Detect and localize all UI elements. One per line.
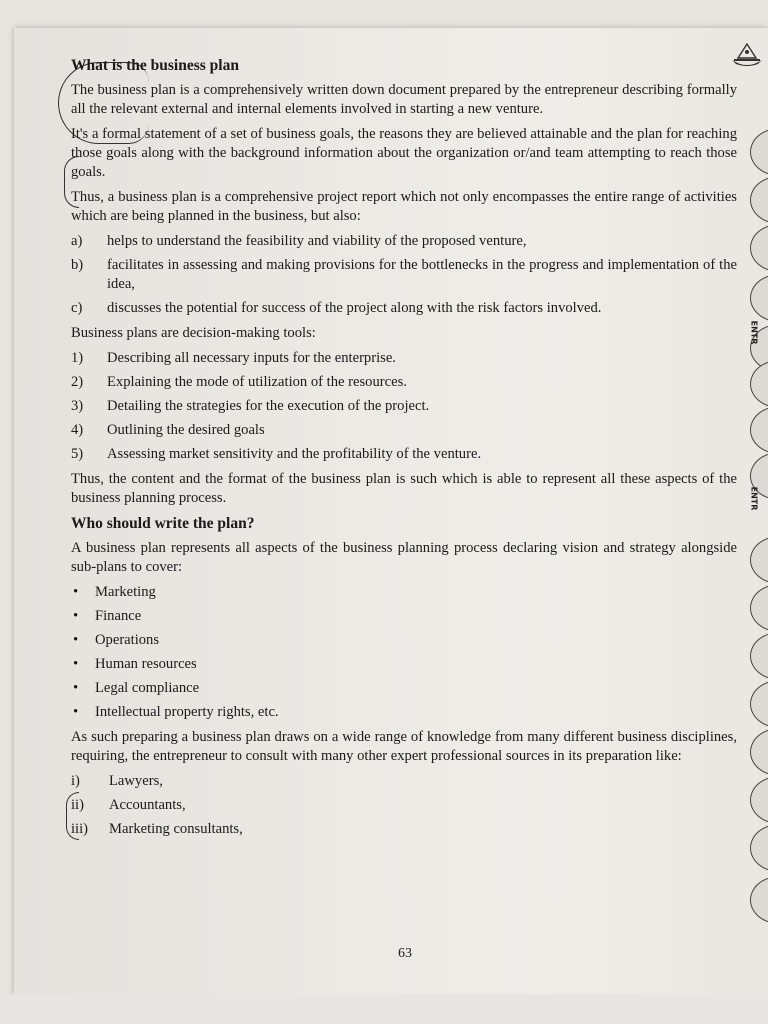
page-tab xyxy=(750,224,768,272)
page-content xyxy=(71,56,737,845)
tab-label: ENTR xyxy=(749,486,759,511)
list-marker: 3) xyxy=(71,398,84,414)
list-item xyxy=(71,299,737,318)
list-text: Explaining the mode of utilization of the resources. xyxy=(107,374,407,390)
list-item: • Operations xyxy=(71,631,737,650)
list-text: Marketing consultants, xyxy=(109,821,243,837)
tab-label: ENTR xyxy=(749,320,759,345)
list-text: discusses the potential for success of the project along with the risk factors involved. xyxy=(107,300,602,316)
page-tab xyxy=(750,824,768,872)
page-tab xyxy=(750,176,768,224)
page-tab xyxy=(750,728,768,776)
paragraph: A business plan represents all aspects of the business planning process declaring vision and strategy alongside sub-plans to cover: xyxy=(71,540,737,575)
list-marker: 4) xyxy=(71,422,84,438)
paragraph: It's a formal statement of a set of business goals, the reasons they are believed attainable and the plan for reaching those goals along with the background information about the organization or/and team attempting to reach those goals. xyxy=(71,126,737,180)
list-item: • Intellectual property rights, etc. xyxy=(71,703,737,722)
list-item: • Human resources xyxy=(71,655,737,674)
desk-surface xyxy=(0,994,768,1024)
bullet-list xyxy=(71,583,737,722)
page-tab xyxy=(750,128,768,176)
list-text: helps to understand the feasibility and viability of the proposed venture, xyxy=(107,233,527,249)
list-text: Accountants, xyxy=(109,797,186,813)
list-item xyxy=(71,256,737,294)
list-marker: 1) xyxy=(71,350,84,366)
book-page xyxy=(14,28,768,994)
list-item: • Legal compliance xyxy=(71,679,737,698)
list-marker: a) xyxy=(71,233,83,249)
list-item xyxy=(71,772,737,791)
paragraph: As such preparing a business plan draws on a wide range of knowledge from many different business disciplines, requiring, the entrepreneur to consult with many other expert professional sources in its preparation like: xyxy=(71,729,737,764)
list-item xyxy=(71,397,737,416)
lettered-list xyxy=(71,232,737,318)
list-text: Describing all necessary inputs for the enterprise. xyxy=(107,350,396,366)
paragraph: Business plans are decision-making tools: xyxy=(71,325,316,341)
list-marker: iii) xyxy=(71,821,89,837)
list-text: Outlining the desired goals xyxy=(107,422,265,438)
list-item xyxy=(71,349,737,368)
list-text: Lawyers, xyxy=(109,773,163,789)
list-item xyxy=(71,232,737,251)
list-item xyxy=(71,421,737,440)
list-marker: ii) xyxy=(71,797,84,813)
list-item xyxy=(71,373,737,392)
list-item xyxy=(71,796,737,815)
list-text: facilitates in assessing and making provisions for the bottlenecks in the progress and implementation of the idea, xyxy=(107,257,737,292)
page-tab xyxy=(750,876,768,924)
list-marker: 2) xyxy=(71,374,84,390)
page-tab xyxy=(750,776,768,824)
list-item: • Marketing xyxy=(71,583,737,602)
section-heading: What is the business plan xyxy=(71,57,239,74)
paragraph: Thus, a business plan is a comprehensive project report which not only encompasses the entire range of activities which are being planned in the business, but also: xyxy=(71,189,737,224)
list-text: Detailing the strategies for the execution of the project. xyxy=(107,398,430,414)
page-tab xyxy=(750,406,768,454)
page-number: 63 xyxy=(398,946,412,961)
list-text: Assessing market sensitivity and the profitability of the venture. xyxy=(107,446,482,462)
list-item xyxy=(71,820,737,839)
page-tab xyxy=(750,632,768,680)
list-item: • Finance xyxy=(71,607,737,626)
paragraph: Thus, the content and the format of the business plan is such which is able to represent all these aspects of the business planning process. xyxy=(71,471,737,506)
page-tab xyxy=(750,360,768,408)
paragraph: The business plan is a comprehensively written down document prepared by the entrepreneur describing formally all the relevant external and internal elements involved in starting a new venture. xyxy=(71,82,737,117)
list-marker: c) xyxy=(71,300,83,316)
page-tab xyxy=(750,584,768,632)
list-marker: 5) xyxy=(71,446,84,462)
section-heading: Who should write the plan? xyxy=(71,515,255,532)
page-tab xyxy=(750,680,768,728)
list-item xyxy=(71,445,737,464)
page-tab xyxy=(750,274,768,322)
roman-list xyxy=(71,772,737,839)
page-tab xyxy=(750,536,768,584)
numbered-list xyxy=(71,349,737,464)
list-marker: b) xyxy=(71,257,84,273)
list-marker: i) xyxy=(71,773,80,789)
